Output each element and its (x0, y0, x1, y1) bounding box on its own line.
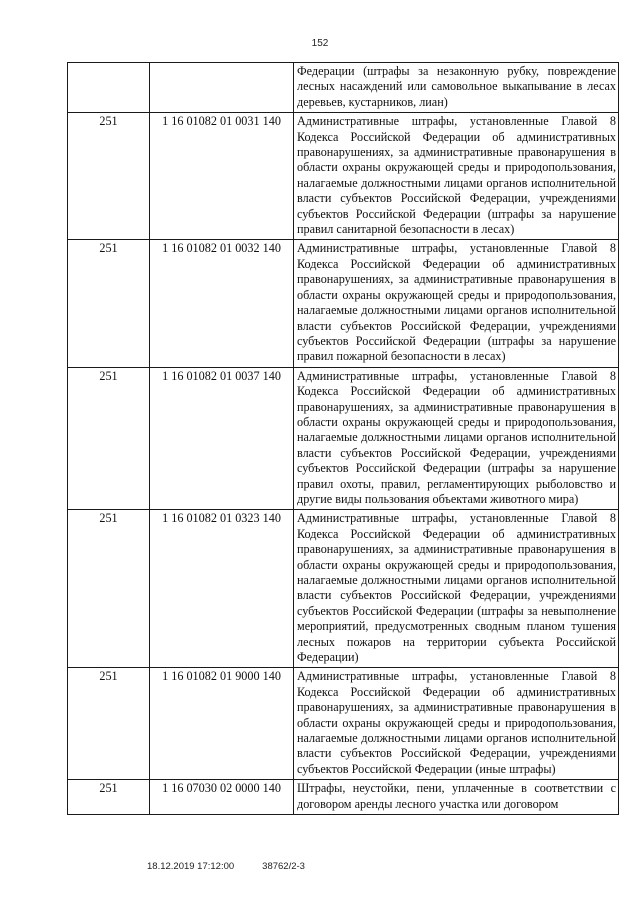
footer-doc-ref: 38762/2-3 (262, 861, 305, 872)
kbk-code-cell: 1 16 07030 02 0000 140 (150, 780, 294, 815)
page-footer (147, 861, 305, 872)
table-row (68, 780, 619, 815)
description-cell: Федерации (штрафы за незаконную рубку, повреждение лесных насаждений или самовольное выкапывание в лесах деревьев, кустарников, лиан) (294, 63, 619, 113)
table-row (68, 63, 619, 113)
admin-code-cell: 251 (68, 780, 150, 815)
table-row (68, 668, 619, 780)
table-row (68, 510, 619, 668)
kbk-code-cell: 1 16 01082 01 9000 140 (150, 668, 294, 780)
table-row (68, 240, 619, 367)
description-cell: Административные штрафы, установленные Главой 8 Кодекса Российской Федерации об административных правонарушениях, за административные правонарушения в области охраны окружающей среды и природопользования, налагаемые должностными лицами органов исполнительной власти субъектов Российской Федерации, учреждениями субъектов Российской Федерации (штрафы за нарушение правил санитарной безопасности в лесах) (294, 113, 619, 240)
description-cell: Штрафы, неустойки, пени, уплаченные в соответствии с договором аренды лесного участка или договором (294, 780, 619, 815)
description-cell: Административные штрафы, установленные Главой 8 Кодекса Российской Федерации об административных правонарушениях, за административные правонарушения в области охраны окружающей среды и природопользования, налагаемые должностными лицами органов исполнительной власти субъектов Российской Федерации, учреждениями субъектов Российской Федерации (иные штрафы) (294, 668, 619, 780)
kbk-code-cell: 1 16 01082 01 0037 140 (150, 367, 294, 510)
kbk-code-cell: 1 16 01082 01 0323 140 (150, 510, 294, 668)
revenue-codes-table (67, 62, 619, 815)
footer-timestamp: 18.12.2019 17:12:00 (147, 861, 235, 872)
kbk-code-cell: 1 16 01082 01 0032 140 (150, 240, 294, 367)
kbk-code-cell: 1 16 01082 01 0031 140 (150, 113, 294, 240)
table-row (68, 367, 619, 510)
admin-code-cell: 251 (68, 113, 150, 240)
admin-code-cell (68, 63, 150, 113)
admin-code-cell: 251 (68, 668, 150, 780)
kbk-code-cell (150, 63, 294, 113)
description-cell: Административные штрафы, установленные Главой 8 Кодекса Российской Федерации об административных правонарушениях, за административные правонарушения в области охраны окружающей среды и природопользования, налагаемые должностными лицами органов исполнительной власти субъектов Российской Федерации, учреждениями субъектов Российской Федерации (штрафы за невыполнение мероприятий, предусмотренных сводным планом тушения лесных пожаров на территории субъекта Российской Федерации) (294, 510, 619, 668)
admin-code-cell: 251 (68, 510, 150, 668)
admin-code-cell: 251 (68, 240, 150, 367)
description-cell: Административные штрафы, установленные Главой 8 Кодекса Российской Федерации об административных правонарушениях, за административные правонарушения в области охраны окружающей среды и природопользования, налагаемые должностными лицами органов исполнительной власти субъектов Российской Федерации, учреждениями субъектов Российской Федерации (штрафы за нарушение правил пожарной безопасности в лесах) (294, 240, 619, 367)
page-number: 152 (311, 38, 329, 49)
table-row (68, 113, 619, 240)
admin-code-cell: 251 (68, 367, 150, 510)
description-cell: Административные штрафы, установленные Главой 8 Кодекса Российской Федерации об административных правонарушениях, за административные правонарушения в области охраны окружающей среды и природопользования, налагаемые должностными лицами органов исполнительной власти субъектов Российской Федерации, учреждениями субъектов Российской Федерации (штрафы за нарушение правил охоты, правил, регламентирующих рыболовство и другие виды пользования объектами животного мира) (294, 367, 619, 510)
